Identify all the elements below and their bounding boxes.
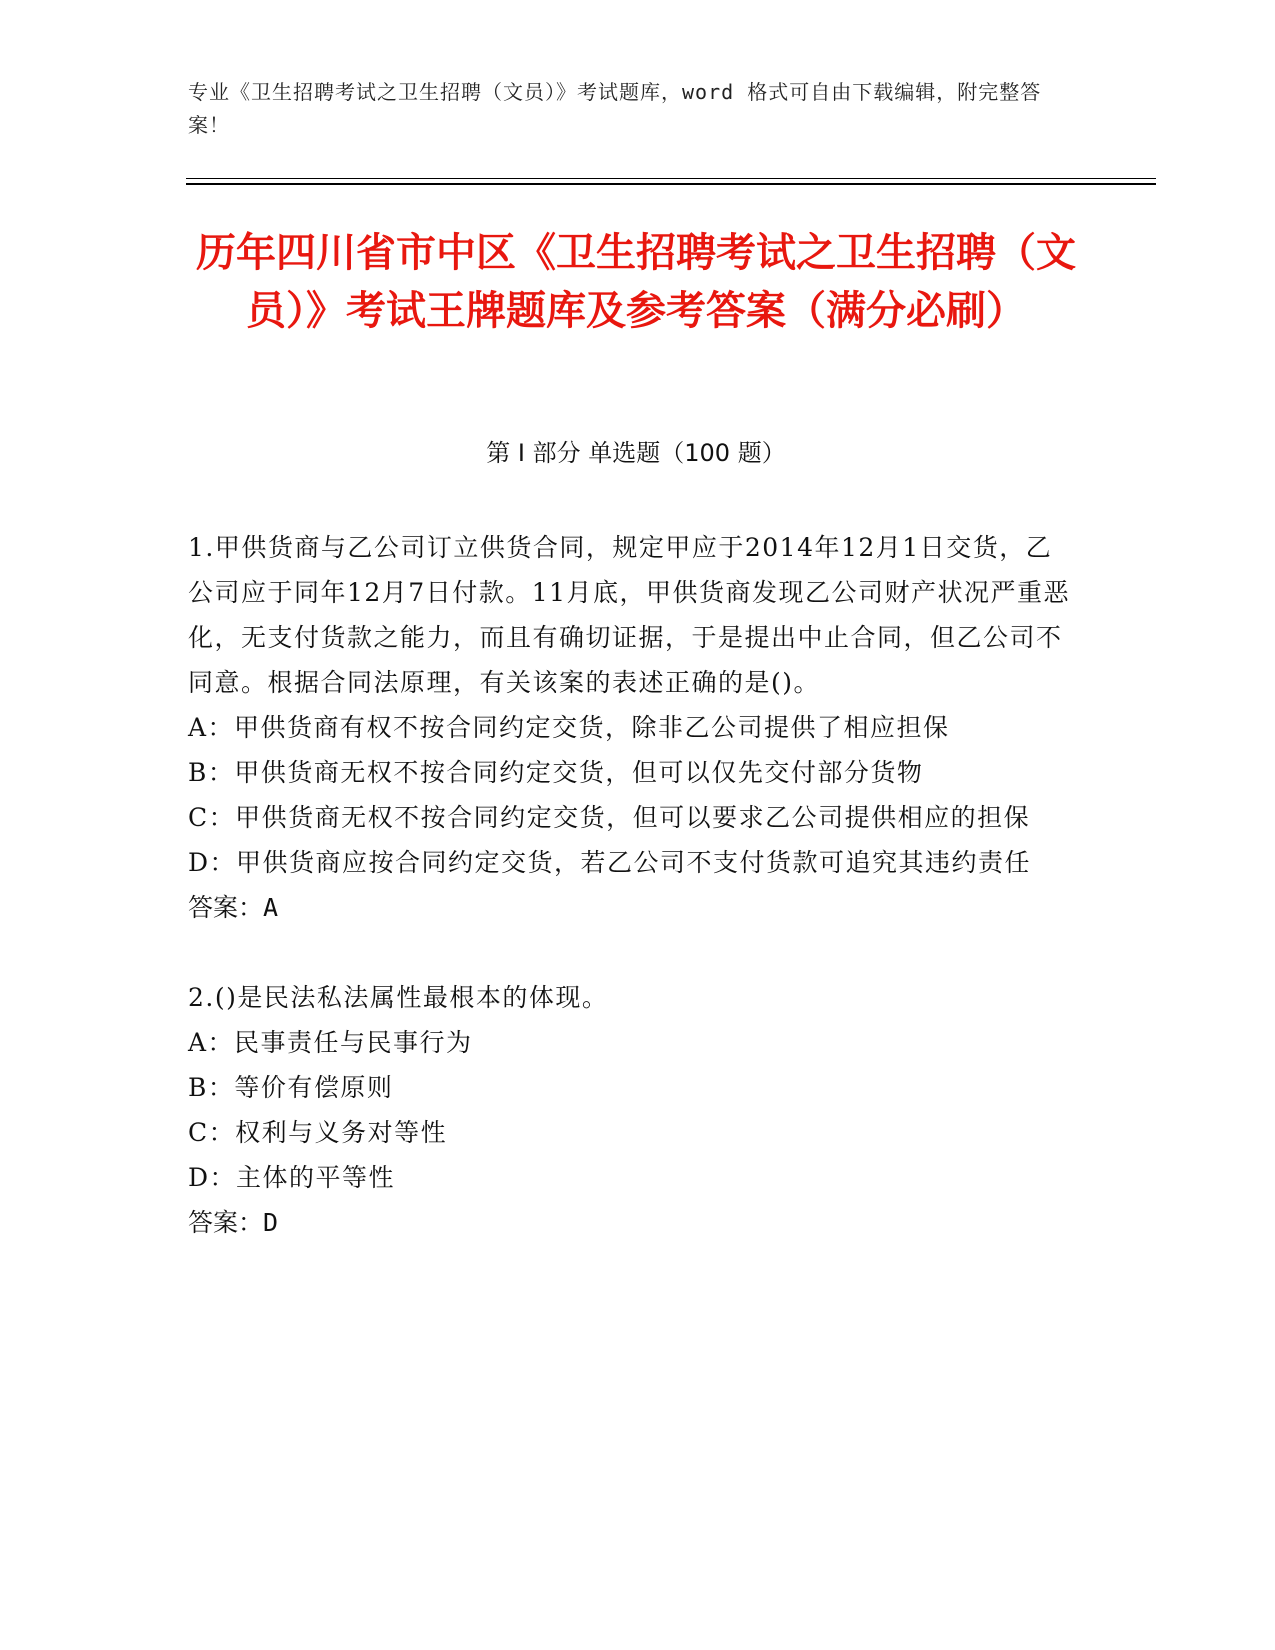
- option-c: C：甲供货商无权不按合同约定交货，但可以要求乙公司提供相应的担保: [188, 803, 1031, 832]
- answer-value: A: [263, 893, 279, 922]
- question-list: [188, 525, 1078, 1290]
- option-d: D：甲供货商应按合同约定交货，若乙公司不支付货款可追究其违约责任: [188, 848, 1032, 877]
- question-1: [188, 525, 1078, 930]
- option-a: A：民事责任与民事行为: [188, 1028, 473, 1057]
- document-title: 历年四川省市中区《卫生招聘考试之卫生招聘（文员）》考试王牌题库及参考答案（满分必刷）: [196, 230, 1076, 334]
- answer-value: D: [263, 1208, 279, 1237]
- option-b: B：甲供货商无权不按合同约定交货，但可以仅先交付部分货物: [188, 758, 924, 787]
- question-2: [188, 975, 1078, 1245]
- answer-line: [188, 885, 1078, 930]
- question-stem: 1.甲供货商与乙公司订立供货合同，规定甲应于2014年12月1日交货，乙公司应于同年12月7日付款。11月底，甲供货商发现乙公司财产状况严重恶化，无支付货款之能力，而且有确切证据，于是提出中止合同，但乙公司不同意。根据合同法原理，有关该案的表述正确的是()。: [188, 533, 1071, 697]
- header-divider-thick: [186, 183, 1156, 185]
- answer-label: 答案：: [188, 1208, 264, 1237]
- option-d: D：主体的平等性: [188, 1163, 396, 1192]
- option-a: A：甲供货商有权不按合同约定交货，除非乙公司提供了相应担保: [188, 713, 950, 742]
- header-divider-thin: [186, 178, 1156, 179]
- answer-line: [188, 1200, 1078, 1245]
- option-b: B：等价有偿原则: [188, 1073, 394, 1102]
- option-c: C：权利与义务对等性: [188, 1118, 448, 1147]
- answer-label: 答案：: [188, 893, 264, 922]
- header-note: 专业《卫生招聘考试之卫生招聘（文员）》考试题库，word 格式可自由下载编辑，附完整答案！: [188, 80, 1042, 137]
- section-title: 第 I 部分 单选题（100 题）: [486, 439, 786, 467]
- question-stem: 2.()是民法私法属性最根本的体现。: [188, 983, 609, 1012]
